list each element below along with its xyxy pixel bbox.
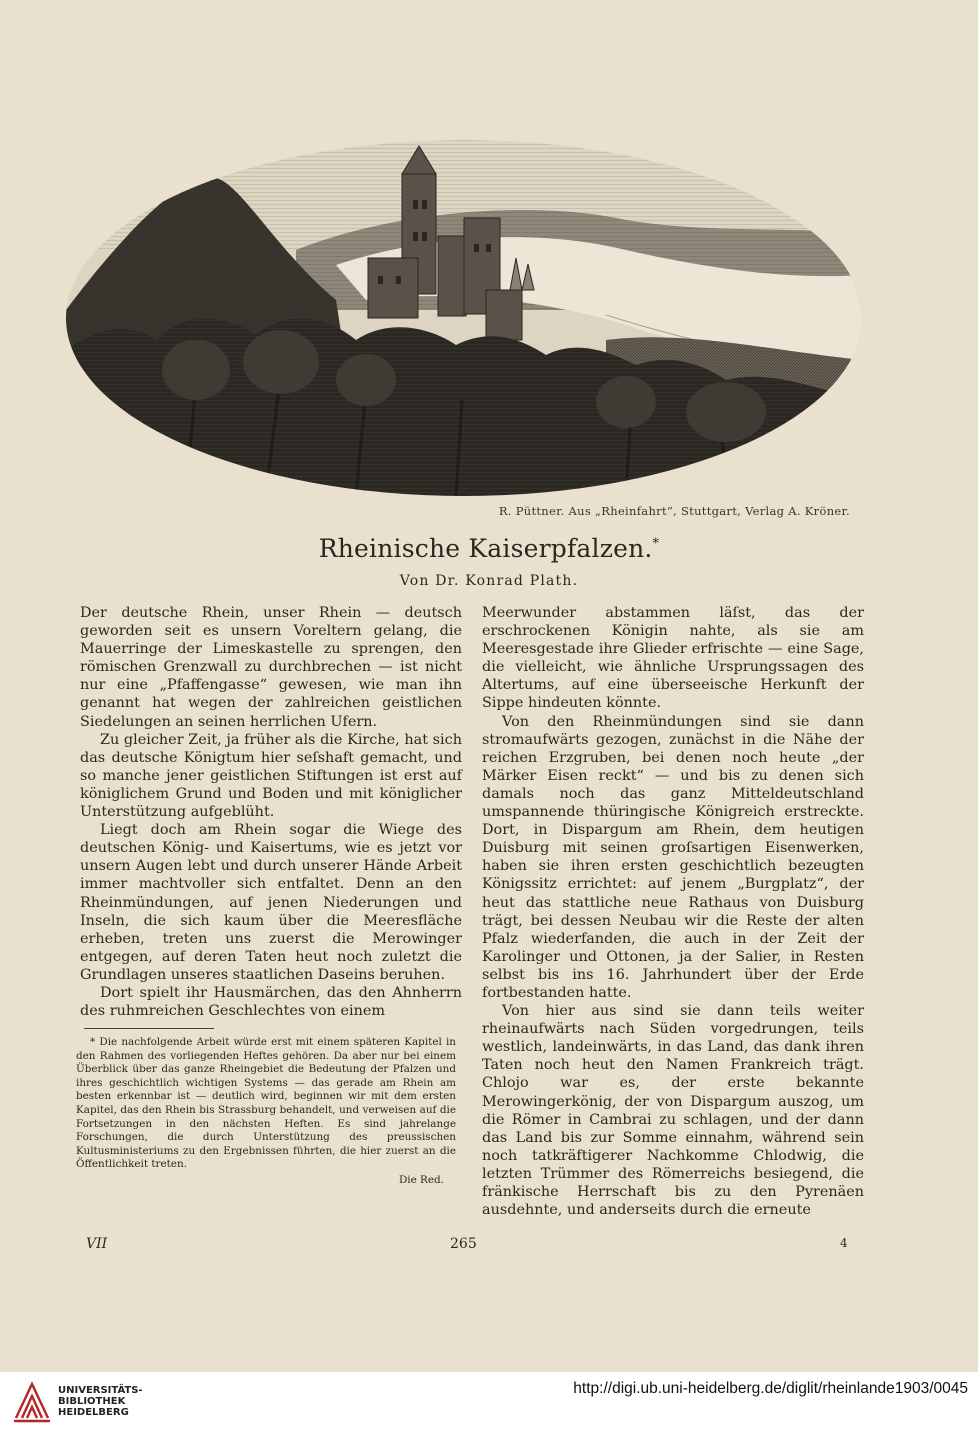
- footnote-rule: [84, 1028, 214, 1029]
- footnote-marker: *: [652, 536, 660, 552]
- library-name: [58, 1385, 143, 1418]
- article-title-text: Rheinische Kaiserpfalzen.: [318, 534, 653, 563]
- paragraph: Liegt doch am Rhein sogar die Wiege des deutschen König- und Kaisertums, wie es jetzt vor unsern Augen lebt und durch unserer Hände Arbeit immer machtvoller sich entfaltet. Denn an den Rheinmündungen, auf jenen Niederungen und Inseln, die sich kaum über die Meeresfläche erheben, treten uns zuerst die Merowinger entgegen, auf deren Taten heut noch zuletzt die Grundlagen unseres staatlichen Daseins beruhen.: [80, 822, 462, 983]
- castle-rhine-engraving: [66, 140, 862, 496]
- paragraph: Zu gleicher Zeit, ja früher als die Kirche, hat sich das deutsche Königtum hier seſshaft gemacht, und so manche jener geistlichen Stiftungen ist erst auf königlichem Grund und Boden und mit königlicher Unterstützung aufgeblüht.: [80, 731, 462, 821]
- paragraph: Der deutsche Rhein, unser Rhein — deutsch geworden seit es unsern Voreltern gelang, die Mauerringe der Limeskastelle zu sprengen, den römischen Grenzwall zu durchbrechen — ist nicht nur eine „Pfaffengasse“ gewesen, wie man ihn genannt hat wegen der zahlreichen geistlichen Siedelungen an seinen herrlichen Ufern.: [80, 605, 462, 730]
- left-column: [80, 604, 462, 1020]
- library-logo-icon: [12, 1378, 52, 1424]
- library-name-line: BIBLIOTHEK: [58, 1396, 126, 1407]
- paragraph: Dort spielt ihr Hausmärchen, das den Ahnherrn des ruhmreichen Geschlechtes von einem: [80, 984, 462, 1020]
- sheet-number: 4: [840, 1236, 848, 1250]
- library-name-line: UNIVERSITÄTS-: [58, 1385, 143, 1396]
- library-name-line: HEIDELBERG: [58, 1407, 129, 1418]
- footnote: [76, 1036, 456, 1188]
- signature-mark: VII: [86, 1236, 108, 1252]
- paragraph: Meerwunder abstammen läſst, das der erschrockenen Königin nahte, als sie am Meeresgestade ihre Glieder erfrischte — eine Sage, die vielleicht, wie ähnliche Ursprungssagen des Altertums, auf eine überseeische Herkunft der Sippe hindeuten könnte.: [482, 605, 864, 712]
- paragraph: Von hier aus sind sie dann teils weiter rheinaufwärts nach Süden vorgedrungen, teils westlich, landeinwärts, in das Land, das dank ihren Taten noch heut den Namen Frankreich trägt. Chlojo war es, der erste bekannte Merowingerkönig, der von Dispargum auszog, um die Römer in Cambrai zu schlagen, und der dann das Land bis zur Somme einnahm, während sein noch tatkräftigerer Nachkomme Chlodwig, die letzten Trümmer des Römerreichs besiegend, die fränkische Herrschaft bis zu den Pyrenäen ausdehnte, und anderseits durch die erneute: [482, 1003, 864, 1219]
- permalink-url[interactable]: http://digi.ub.uni-heidelberg.de/diglit/rheinlande1903/0045: [573, 1380, 968, 1397]
- footnote-signature: Die Red.: [398, 1173, 444, 1186]
- footnote-text: * Die nachfolgende Arbeit würde erst mit einem späteren Kapitel in den Rahmen des vorliegenden Heftes gehören. Da aber nur bei einem Überblick über das ganze Rheingebiet die Bedeutung der Pfalzen und ihres geschichtlich wichtigen Systems — das gerade am Rhein am besten erkennbar ist — deutlich wird, beginnen wir mit dem ersten Kapitel, das den Rhein bis Strassburg behandelt, und verweisen auf die Fortsetzungen in den nächsten Heften. Es sind jahrelange Forschungen, die durch Unterstützung des preussischen Kultusministeriums zu den Ergebnissen führten, die hier zuerst an die Öffentlichkeit treten.: [76, 1036, 456, 1171]
- illustration-caption: R. Püttner. Aus „Rheinfahrt“, Stuttgart, Verlag A. Kröner.: [498, 504, 850, 518]
- article-title: [0, 534, 978, 563]
- article-byline: Von Dr. Konrad Plath.: [399, 573, 579, 589]
- right-column: [482, 604, 864, 1219]
- paragraph: Von den Rheinmündungen sind sie dann stromaufwärts gezogen, zunächst in die Nähe der reichen Erzgruben, bei denen noch heute „der Märker Eisen reckt“ — und bis zu denen sich damals noch das ganz Mitteldeutschland umspannende thüringische Königreich erstreckte. Dort, in Dispargum am Rhein, dem heutigen Duisburg mit seinen groſsartigen Eisenwerken, haben sie ihren ersten geschichtlich bezeugten Königssitz errichtet: auf jenem „Burgplatz“, der heut das stattliche neue Rathaus von Duisburg trägt, bei dessen Neubau wir die Reste der alten Pfalz wiederfanden, die auch in der Zeit der Karolinger und Ottonen, ja der Salier, in Resten selbst bis ins 16. Jahrhundert über der Erde fortbestanden hatte.: [482, 713, 864, 1001]
- page-number: 265: [450, 1236, 477, 1252]
